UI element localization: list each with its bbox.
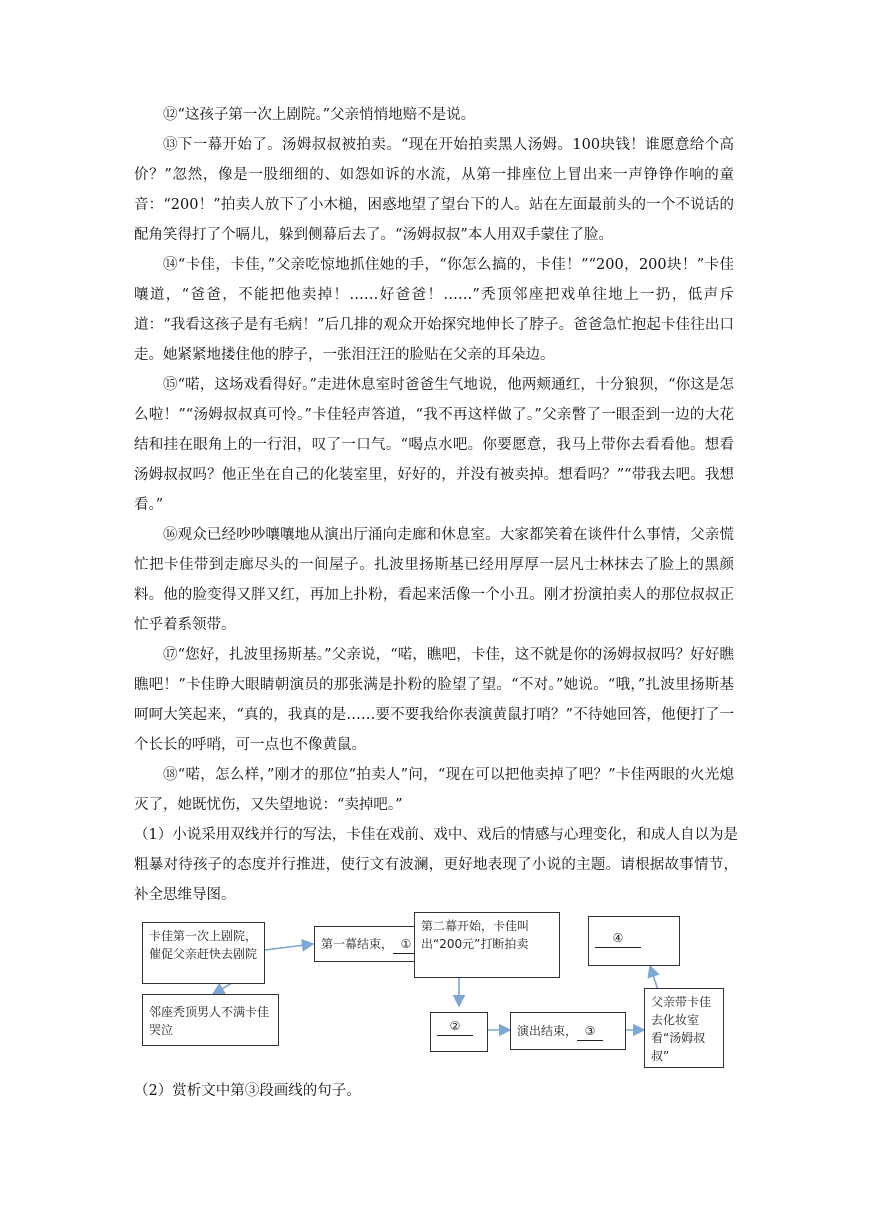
mindmap-box-show-end-label: 演出结束， bbox=[517, 1024, 578, 1038]
paragraph-13: ⑬下一幕开始了。汤姆叔叔被拍卖。“现在开始拍卖黑人汤姆。100块钱！谁愿意给个高价？”忽然，像是一股细细的、如怨如诉的水流，从第一排座位上冒出来一声铮铮作响的童音：“200！”拍卖人放下了小木槌，困惑地望了望台下的人。站在左面最前头的一个不说话的配角笑得打了个嗝儿，躲到侧幕后去了。“汤姆叔叔”本人用双手蒙住了脸。 bbox=[134, 137, 734, 243]
paragraph-18: ⑱“喏，怎么样，”刚才的那位“拍卖人”问，“现在可以把他卖掉了吧？”卡佳两眼的火光熄灭了，她既忧伤，又失望地说：“卖掉吧。” bbox=[134, 767, 734, 813]
paragraph-15: ⑮“喏，这场戏看得好。”走进休息室时爸爸生气地说，他两颊通红，十分狼狈，“你这是怎么啦！”“汤姆叔叔真可怜。”卡佳轻声答道，“我不再这样做了。”父亲瞥了一眼歪到一边的大花结和挂在眼角上的一行泪，叹了一口气。“喝点水吧。你要愿意，我马上带你去看看他。想看汤姆叔叔吗？他正坐在自己的化装室里，好好的，并没有被卖掉。想看吗？”“带我去吧。我想看。” bbox=[134, 377, 734, 513]
blank-1: ① bbox=[393, 935, 419, 954]
blank-3: ③ bbox=[577, 1022, 603, 1041]
mindmap-box-answer-4 bbox=[588, 916, 680, 966]
mindmap-box-act-two-start: 第二幕开始，卡佳叫出“200元”打断拍卖 bbox=[414, 912, 560, 978]
question-1: （1）小说采用双线并行的写法，卡佳在戏前、戏中、戏后的情感与心理变化，和成人自以为是粗暴对待孩子的态度并行推进，使行文有波澜，更好地表现了小说的主题。请根据故事情节，补全思维导图。 bbox=[134, 827, 738, 903]
blank-4: ④ bbox=[595, 929, 641, 948]
paragraph-12: ⑫“这孩子第一次上剧院。”父亲悄悄地赔不是说。 bbox=[163, 107, 476, 123]
mindmap-box-answer-2 bbox=[430, 1012, 488, 1052]
arrow-box1-box2 bbox=[265, 944, 313, 950]
question-2: （2）赏析文中第③段画线的句子。 bbox=[134, 1083, 361, 1099]
paragraph-17: ⑰“您好，扎波里扬斯基。”父亲说，“喏，瞧吧，卡佳，这不就是你的汤姆叔叔吗？好好瞧瞧吧！”卡佳睁大眼睛朝演员的那张满是扑粉的脸望了望。“不对。”她说。“哦，”扎波里扬斯基呵呵大笑起来，“真的，我真的是……要不要我给你表演黄鼠打哨？”不待她回答，他便打了一个长长的呼哨，可一点也不像黄鼠。 bbox=[134, 647, 734, 753]
mindmap-box-first-visit: 卡佳第一次上剧院，催促父亲赶快去剧院 bbox=[142, 922, 265, 984]
mindmap-box-dressing-room: 父亲带卡佳去化妆室看“汤姆叔叔” bbox=[644, 988, 724, 1068]
mindmap-box-show-end bbox=[510, 1012, 626, 1050]
paragraph-16: ⑯观众已经吵吵嚷嚷地从演出厅涌向走廊和休息室。大家都笑着在谈件什么事情，父亲慌忙把卡佳带到走廊尽头的一间屋子。扎波里扬斯基已经用厚厚一层凡士林抹去了脸上的黑颜料。他的脸变得又胖又红，再加上扑粉，看起来活像一个小丑。刚才扮演拍卖人的那位叔叔正忙乎着系领带。 bbox=[134, 527, 734, 633]
mindmap-box-neighbor-upset: 邻座秃顶男人不满卡佳哭泣 bbox=[142, 994, 279, 1046]
mindmap-box-act-one-end-label: 第一幕结束， bbox=[321, 937, 394, 951]
paragraph-14: ⑭“卡佳，卡佳，”父亲吃惊地抓住她的手，“你怎么搞的，卡佳！”“200，200块！”卡佳嚷道，“爸爸，不能把他卖掉！……好爸爸！……”秃顶邻座把戏单往地上一扔，低声斥道：“我看这孩子是有毛病！”后几排的观众开始探究地伸长了脖子。爸爸急忙抱起卡佳往出口走。她紧紧地搂住他的脖子，一张泪汪汪的脸贴在父亲的耳朵边。 bbox=[134, 257, 734, 363]
blank-2: ② bbox=[437, 1017, 473, 1036]
